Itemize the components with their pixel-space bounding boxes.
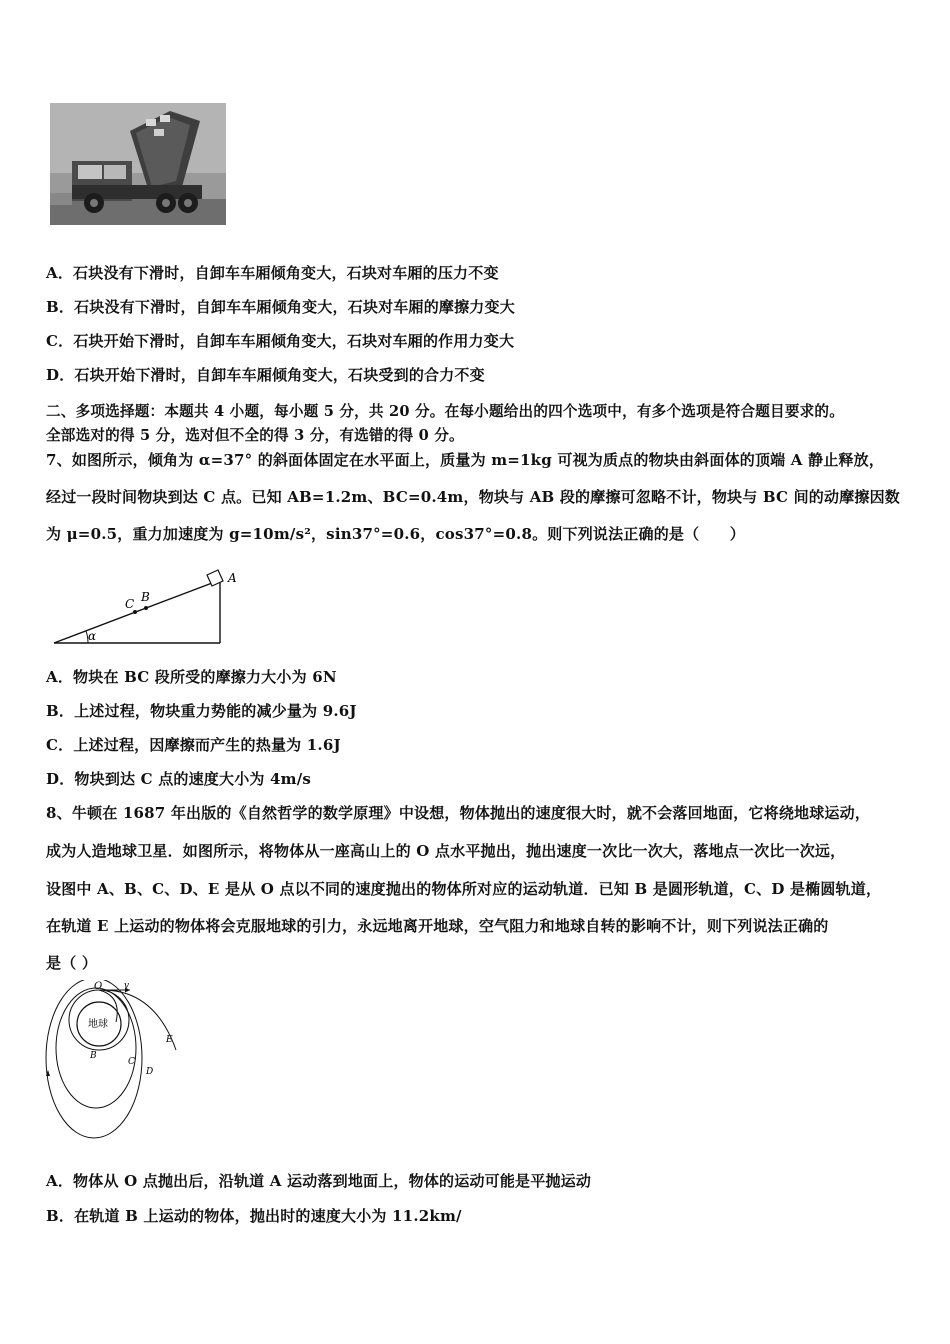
q8-option-b: B．在轨道 B 上运动的物体，抛出时的速度大小为 11.2km/ [46, 1207, 462, 1225]
q7-stem-line3: 为 μ=0.5，重力加速度为 g=10m/s²，sin37°=0.6，cos37°=0.8。则下列说法正确的是（ ） [46, 525, 745, 543]
section2-heading-line1: 二、多项选择题：本题共 4 小题，每小题 5 分，共 20 分。在每小题给出的四个选项中，有多个选项是符合题目要求的。 [46, 403, 844, 420]
q7-option-b: B．上述过程，物块重力势能的减少量为 9.6J [46, 702, 357, 720]
q6-option-d: D．石块开始下滑时，自卸车车厢倾角变大，石块受到的合力不变 [46, 366, 485, 384]
label-earth: 地球 [88, 1019, 108, 1030]
point-b [144, 606, 148, 610]
label-b-orbit: B [90, 1051, 97, 1061]
label-e-orbit: E [166, 1035, 173, 1045]
q7-stem-line1: 7、如图所示，倾角为 α=37° 的斜面体固定在水平面上，质量为 m=1kg 可视为质点的物块由斜面体的顶端 A 静止释放， [46, 451, 885, 469]
q8-stem-line3: 设图中 A、B、C、D、E 是从 O 点以不同的速度抛出的物体所对应的运动轨道．已知 B 是圆形轨道，C、D 是椭圆轨道， [46, 880, 882, 898]
q8-stem-line1: 8、牛顿在 1687 年出版的《自然哲学的数学原理》中设想，物体抛出的速度很大时，就不会落回地面，它将绕地球运动， [46, 804, 871, 822]
label-alpha: α [88, 629, 97, 643]
q7-option-a: A．物块在 BC 段所受的摩擦力大小为 6N [46, 668, 337, 686]
q6-option-b: B．石块没有下滑时，自卸车车厢倾角变大，石块对车厢的摩擦力变大 [46, 298, 515, 316]
q8-stem-line5: 是（ ） [46, 954, 98, 972]
q8-stem-line4: 在轨道 E 上运动的物体将会克服地球的引力，永远地离开地球，空气阻力和地球自转的影响不计，则下列说法正确的 [46, 917, 829, 935]
label-d-orbit: D [146, 1067, 154, 1077]
q8-option-a: A．物体从 O 点抛出后，沿轨道 A 运动落到地面上，物体的运动可能是平抛运动 [46, 1172, 592, 1190]
label-b: B [141, 590, 150, 604]
q8-stem-line2: 成为人造地球卫星．如图所示，将物体从一座高山上的 O 点水平抛出，抛出速度一次比一次大，落地点一次比一次远， [46, 842, 846, 860]
dump-truck-photo [50, 103, 226, 225]
q7-option-d: D．物块到达 C 点的速度大小为 4m/s [46, 770, 312, 788]
q6-option-a: A．石块没有下滑时，自卸车车厢倾角变大，石块对车厢的压力不变 [46, 264, 499, 282]
section2-heading-line2: 全部选对的得 5 分，选对但不全的得 3 分，有选错的得 0 分。 [46, 427, 464, 444]
orbit-figure [44, 980, 194, 1140]
q7-stem-line2: 经过一段时间物块到达 C 点。已知 AB=1.2m、BC=0.4m，物块与 AB 段的摩擦可忽略不计，物块与 BC 间的动摩擦因数 [46, 488, 900, 506]
label-c: C [125, 597, 135, 611]
label-o: O [94, 981, 103, 992]
q7-option-c: C．上述过程，因摩擦而产生的热量为 1.6J [46, 736, 341, 754]
label-a: A [228, 571, 237, 585]
label-v: v [124, 981, 130, 991]
label-c-orbit: C [128, 1057, 135, 1067]
incline-figure [50, 560, 260, 650]
q6-option-c: C．石块开始下滑时，自卸车车厢倾角变大，石块对车厢的作用力变大 [46, 332, 515, 350]
incline-slope [54, 580, 220, 643]
